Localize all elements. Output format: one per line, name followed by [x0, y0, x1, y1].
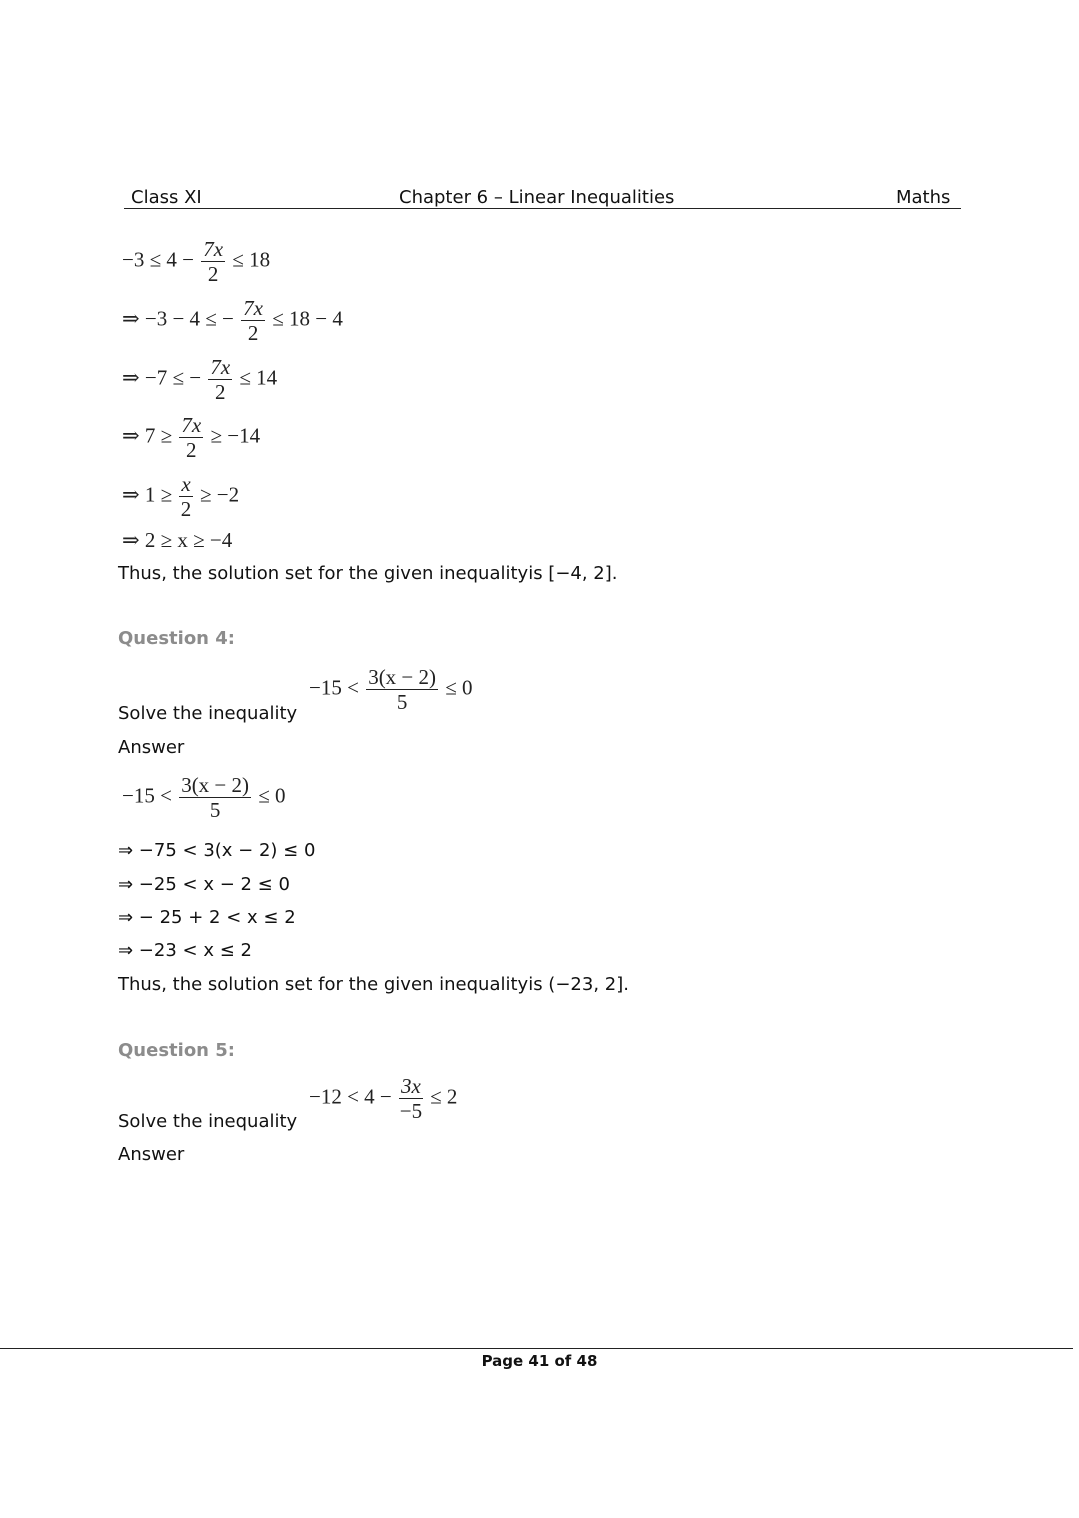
q3-step-2: ⇒ −3 − 4 ≤ − $\frac{7x}{2}$ ≤ 18 − 4 [122, 296, 343, 345]
page-number: Page 41 of 48 [481, 1352, 598, 1370]
q4-answer-label: Answer [118, 737, 185, 758]
footer-rule [0, 1348, 1073, 1349]
q3-conclusion: Thus, the solution set for the given inequalityis [−4, 2]. [118, 563, 618, 584]
question-5-title: Question 5: [118, 1040, 235, 1061]
q4-conclusion: Thus, the solution set for the given inequalityis (−23, 2]. [118, 974, 629, 995]
q5-expression: −12 < 4 − $\frac{3x}{-5}$ ≤ 2 [309, 1074, 458, 1123]
q3-step-6: ⇒ 2 ≥ x ≥ −4 [122, 528, 233, 552]
q5-answer-label: Answer [118, 1144, 185, 1165]
q3-step-4: ⇒ 7 ≥ $\frac{7x}{2}$ ≥ −14 [122, 413, 261, 462]
subject-label: Maths [896, 187, 951, 208]
class-label: Class XI [131, 187, 202, 208]
q4-step-3: ⇒ − 25 + 2 < x ≤ 2 [118, 907, 296, 928]
q4-prompt: Solve the inequality [118, 703, 298, 724]
q3-step-3: ⇒ −7 ≤ − $\frac{7x}{2}$ ≤ 14 [122, 355, 278, 404]
q4-step-1: ⇒ −75 < 3(x − 2) ≤ 0 [118, 840, 316, 861]
q5-prompt: Solve the inequality [118, 1111, 298, 1132]
q4-expression: −15 < $\frac{3(x - 2)}{5}$ ≤ 0 [309, 665, 473, 714]
q3-step-5: ⇒ 1 ≥ $\frac{x}{2}$ ≥ −2 [122, 472, 240, 521]
header-rule [124, 208, 961, 209]
question-4-title: Question 4: [118, 628, 235, 649]
q4-step-4: ⇒ −23 < x ≤ 2 [118, 940, 252, 961]
q4-step-2: ⇒ −25 < x − 2 ≤ 0 [118, 874, 290, 895]
q3-step-1: −3 ≤ 4 − $\frac{7x}{2}$ ≤ 18 [122, 237, 271, 286]
chapter-title: Chapter 6 – Linear Inequalities [399, 187, 675, 208]
q4-solution-expression: −15 < $\frac{3(x - 2)}{5}$ ≤ 0 [122, 773, 286, 822]
